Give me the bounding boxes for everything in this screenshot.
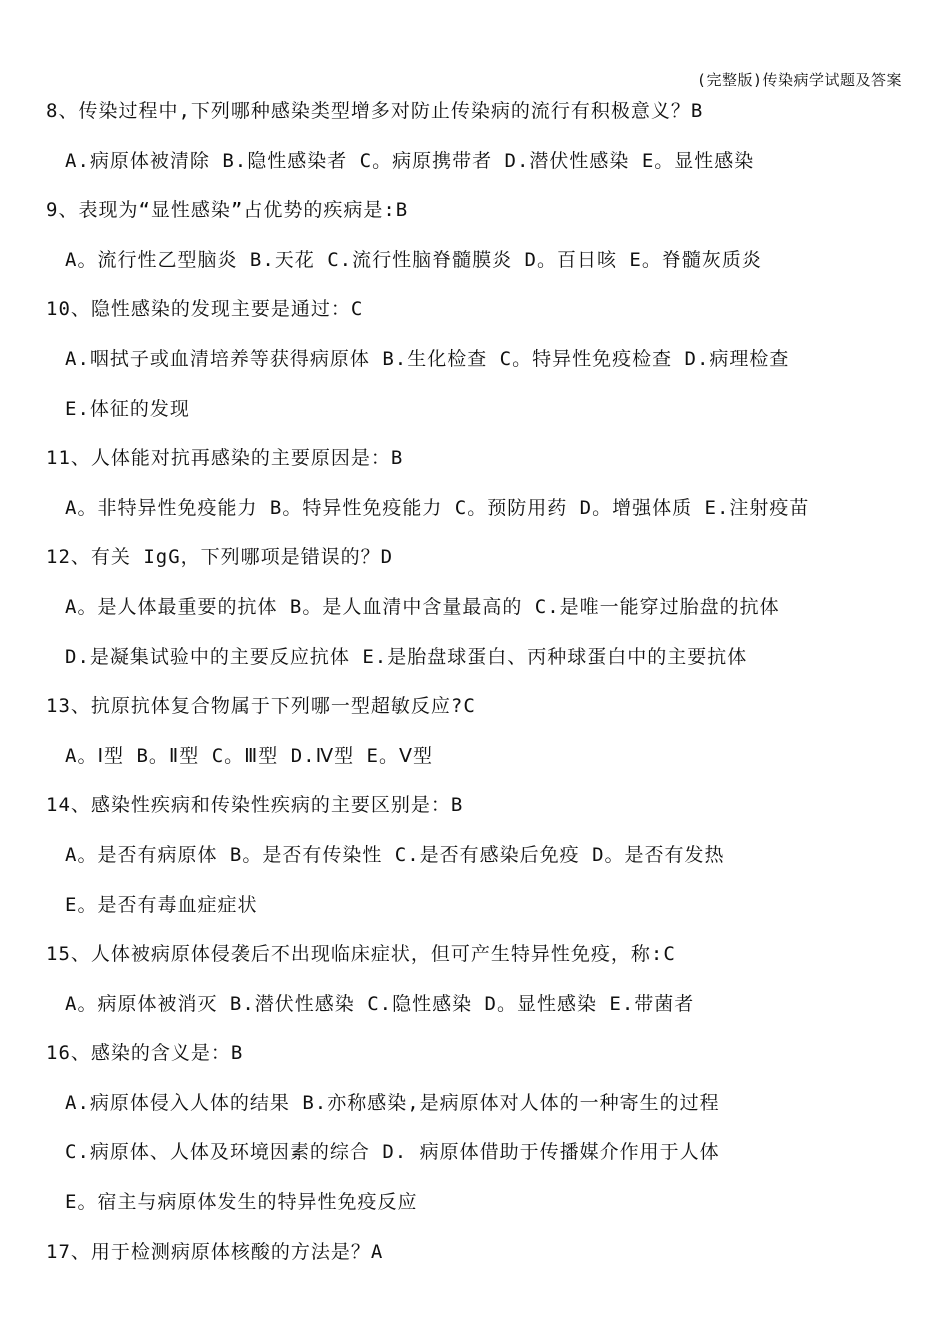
option-text: A。是否有病原体 B。是否有传染性 C.是否有感染后免疫 D。是否有发热: [65, 843, 725, 866]
question-text: 11、人体能对抗再感染的主要原因是：B: [46, 447, 404, 470]
option-text: A。病原体被消灭 B.潜伏性感染 C.隐性感染 D。显性感染 E.带菌者: [65, 992, 695, 1015]
option-text: A.病原体侵入人体的结果 B.亦称感染,是病原体对人体的一种寄生的过程: [65, 1091, 720, 1114]
option-text: A。Ⅰ型 B。Ⅱ型 C。Ⅲ型 D.Ⅳ型 E。Ⅴ型: [65, 744, 433, 767]
question-text: 10、隐性感染的发现主要是通过：C: [46, 298, 364, 321]
question-text: 16、感染的含义是：B: [46, 1042, 244, 1065]
option-text: E。宿主与病原体发生的特异性免疫反应: [65, 1191, 418, 1214]
question-text: 14、感染性疾病和传染性疾病的主要区别是：B: [46, 794, 464, 817]
option-text: E。是否有毒血症症状: [65, 893, 258, 916]
option-text: E.体征的发现: [65, 397, 190, 420]
option-text: A。是人体最重要的抗体 B。是人血清中含量最高的 C.是唯一能穿过胎盘的抗体: [65, 595, 780, 618]
question-text: 13、抗原抗体复合物属于下列哪一型超敏反应?C: [46, 695, 476, 718]
question-text: 15、人体被病原体侵袭后不出现临床症状，但可产生特异性免疫，称:C: [46, 943, 676, 966]
option-text: A.咽拭子或血清培养等获得病原体 B.生化检查 C。特异性免疫检查 D.病理检查: [65, 347, 790, 370]
option-text: C.病原体、人体及环境因素的综合 D. 病原体借助于传播媒介作用于人体: [65, 1141, 720, 1164]
question-text: 8、传染过程中,下列哪种感染类型增多对防止传染病的流行有积极意义？B: [46, 100, 704, 122]
question-text: 12、有关 IgG，下列哪项是错误的？D: [46, 546, 394, 569]
option-text: A。流行性乙型脑炎 B.天花 C.流行性脑脊髓膜炎 D。百日咳 E。脊髓灰质炎: [65, 248, 762, 271]
question-text: 17、用于检测病原体核酸的方法是？A: [46, 1240, 384, 1263]
page-header: (完整版)传染病学试题及答案: [696, 71, 902, 89]
question-list: [0, 96, 950, 1286]
option-text: A。非特异性免疫能力 B。特异性免疫能力 C。预防用药 D。增强体质 E.注射疫苗: [65, 496, 810, 519]
option-text: A.病原体被清除 B.隐性感染者 C。病原携带者 D.潜伏性感染 E。显性感染: [65, 149, 755, 172]
question-text: 9、表现为“显性感染”占优势的疾病是:B: [46, 199, 409, 222]
option-text: D.是凝集试验中的主要反应抗体 E.是胎盘球蛋白、丙种球蛋白中的主要抗体: [65, 645, 748, 668]
